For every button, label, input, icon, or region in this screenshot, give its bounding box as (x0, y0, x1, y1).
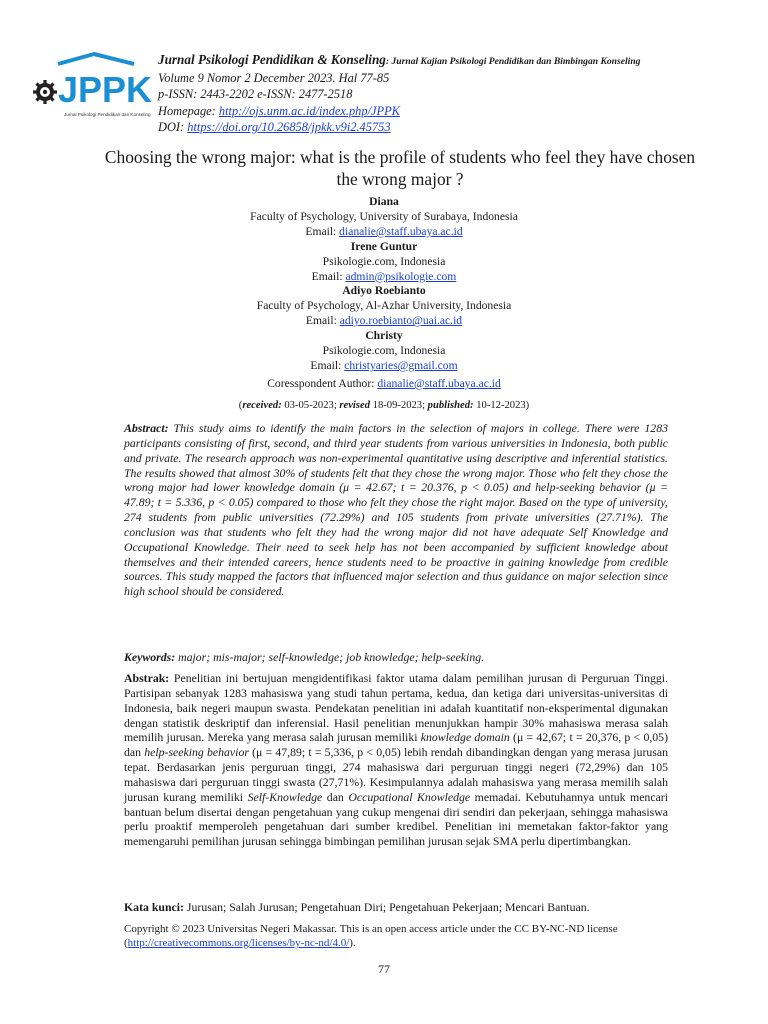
journal-doi (158, 119, 718, 135)
keywords-text: major; mis-major; self-knowledge; job knowledge; help-seeking. (175, 650, 485, 664)
kata-kunci-label: Kata kunci: (124, 900, 184, 914)
author-affiliation: Psikologie.com, Indonesia (322, 344, 446, 358)
journal-subtitle: : Jurnal Kajian Psikologi Pendidikan dan Bimbingan Konseling (385, 56, 641, 67)
abstrak-italic-2: help-seeking behavior (144, 745, 249, 760)
email-label: Email: (305, 314, 340, 328)
jppk-logo-icon (34, 52, 153, 124)
doi-label: DOI: (158, 119, 188, 134)
revised-label: revised (339, 400, 370, 411)
abstract-text: This study aims to identify the main factors in the selection of majors in college. There were 1283 participants consisting of first, second, and third year students from various universities in Indonesia, both public and private. The research approach was non-experimental quantitative using descriptive and inferential statistics. The results showed that almost 30% of students felt that they chose the wrong major. Those who felt they chose the wrong major had lower knowledge domain (μ = 42.67; t = 20.376, p < 0.05) and help-seeking behavior (μ = 47.89; t = 5.336, p < 0.05) compared to those who felt they chose the right major. Based on the type of university, 274 students from public universities (72.29%) and 105 students from private universities (27.71%). The conclusion was that students who felt they had the wrong major did not have adequate Self Knowledge and Occupational Knowledge. Their need to seek help has not been accompanied by sufficient knowledge about themselves and their intended careers, hence students need to be proactive in gaining knowledge from credible sources. This study mapped the factors that influenced major selection and thus guidance on major selection since high school should be considered. (124, 421, 668, 599)
abstrak-italic-4: Occupational Knowledge (348, 789, 471, 804)
author-name: Adiyo Roebianto (342, 284, 426, 298)
email-link[interactable]: dianalie@staff.ubaya.ac.id (339, 224, 463, 238)
doi-link[interactable]: https://doi.org/10.26858/jpkk.v9i2.45753 (187, 119, 391, 134)
keywords-indonesian (124, 900, 668, 915)
homepage-label: Homepage: (158, 103, 219, 118)
received-label: received: (242, 400, 282, 411)
copyright-end: ). (349, 937, 356, 949)
keywords-english (124, 650, 668, 665)
abstrak-text-4: dan (322, 789, 349, 804)
email-label: Email: (305, 224, 340, 238)
logo-caption: Jurnal Psikologi Pendidikan dan Konseling (64, 112, 151, 117)
abstrak-text-1: Penelitian ini bertujuan mengidentifikasi faktor utama dalam pemilihan jurusan di Perguruan Tinggi. Partisipan sebanyak 1283 mahasiswa yang studi tahun pertama, kedua, dan ketiga dari universitas-universitas di Indonesia, baik negeri maupun swasta. Pendekatan penelitian ini adalah kuantitatif non-eksperimental digunakan dengan statistik deskriptif dan inferensial. Hasil penelitian menunjukkan hampir 30% mahasiswa merasa salah memilih jurusan. Mereka yang merasa salah jurusan memiliki (124, 671, 668, 745)
paper-title: Choosing the wrong major: what is the profile of students who feel they have chosen the wrong major ? (104, 147, 696, 189)
abstract-indonesian (124, 671, 668, 849)
copyright-notice (124, 922, 684, 950)
abstrak-italic-3: Self-Knowledge (247, 789, 323, 804)
gear-seal-icon (33, 80, 57, 104)
license-link[interactable]: http://creativecommons.org/licenses/by-nc-nd/4.0/ (127, 937, 350, 949)
author-block (184, 195, 584, 392)
author-affiliation: Faculty of Psychology, Al-Azhar University, Indonesia (256, 299, 512, 313)
corresponding-email-link[interactable]: dianalie@staff.ubaya.ac.id (377, 376, 501, 390)
author-email (184, 359, 584, 374)
published-label: published: (427, 400, 474, 411)
roof-shape (58, 54, 134, 64)
journal-homepage (158, 103, 718, 119)
abstrak-text-2: (μ = 42,67; t = 20,376, p < 0,05) dan (124, 730, 669, 760)
received-date: 03-05-2023; (281, 400, 340, 411)
corresponding-label: Coresspondent Author: (267, 376, 378, 390)
published-date: 10-12-2023) (473, 400, 530, 411)
email-label: Email: (310, 358, 345, 372)
article-dates: (received: 03-05-2023; revised 18-09-2023; published: 10-12-2023) (238, 400, 530, 411)
author-name: Diana (369, 195, 399, 208)
page-number: 77 (378, 962, 390, 976)
abstrak-text-5: memadai. Kebutuhannya untuk mencari bantuan belum disertai dengan pengetahuan yang cukup mengenai diri sendiri dan pekerjaan, sehingga mahasiswa perlu proaktif memperoleh pengetahuan dari sumber kredibel. Penelitian ini memetakan faktor-faktor yang memengaruhi pemilihan jurusan sehingga bimbingan pemilihan jurusan sejak SMA perlu dipertimbangkan. (124, 789, 669, 849)
abstract-english (124, 421, 668, 599)
author-name: Irene Guntur (350, 239, 418, 253)
homepage-link[interactable]: http://ojs.unm.ac.id/index.php/JPPK (218, 103, 400, 118)
author-name: Christy (365, 329, 403, 343)
journal-logo (34, 52, 153, 124)
kata-kunci-text: Jurusan; Salah Jurusan; Pengetahuan Diri; Pengetahuan Pekerjaan; Mencari Bantuan. (183, 900, 590, 914)
copyright-text: Copyright © 2023 Universitas Negeri Makassar. This is an open access article under the CC BY-NC-ND license ( (124, 923, 618, 949)
author-affiliation: Faculty of Psychology, University of Surabaya, Indonesia (250, 209, 518, 223)
abstract-label: Abstract: (124, 421, 169, 435)
abstrak-italic-1: knowledge domain (420, 730, 510, 745)
logo-text: JPPK (58, 69, 153, 110)
email-label: Email: (311, 269, 346, 283)
email-link[interactable]: christyaries@gmail.com (344, 358, 458, 372)
email-link[interactable]: admin@psikologie.com (345, 269, 457, 283)
author-email (184, 314, 584, 329)
author-affiliation: Psikologie.com, Indonesia (322, 254, 446, 268)
revised-date: 18-09-2023; (370, 400, 428, 411)
email-link[interactable]: adiyo.roebianto@uai.ac.id (339, 314, 463, 328)
journal-issn: p-ISSN: 2443-2202 e-ISSN: 2477-2518 (158, 87, 353, 102)
keywords-label: Keywords: (124, 650, 176, 664)
journal-title-line (158, 52, 718, 70)
journal-volume: Volume 9 Nomor 2 December 2023. Hal 77-85 (158, 71, 390, 86)
journal-name: Jurnal Psikologi Pendidikan & Konseling (158, 52, 386, 67)
journal-header (158, 52, 718, 135)
corresponding-author (184, 377, 584, 392)
author-email (184, 270, 584, 285)
abstrak-text-3: (μ = 47,89; t = 5,336, p < 0,05) lebih rendah dibandingkan dengan yang merasa jurusan tepat. Berdasarkan jenis perguruan tinggi, 274 mahasiswa dari perguruan tinggi negeri (72,29%) dan 105 mahasiswa dari perguruan tinggi swasta (27,71%). Kesimpulannya adalah mahasiswa yang merasa memilih salah jurusan kurang memiliki (124, 745, 669, 804)
author-email (184, 225, 584, 240)
abstrak-label: Abstrak: (124, 671, 170, 685)
